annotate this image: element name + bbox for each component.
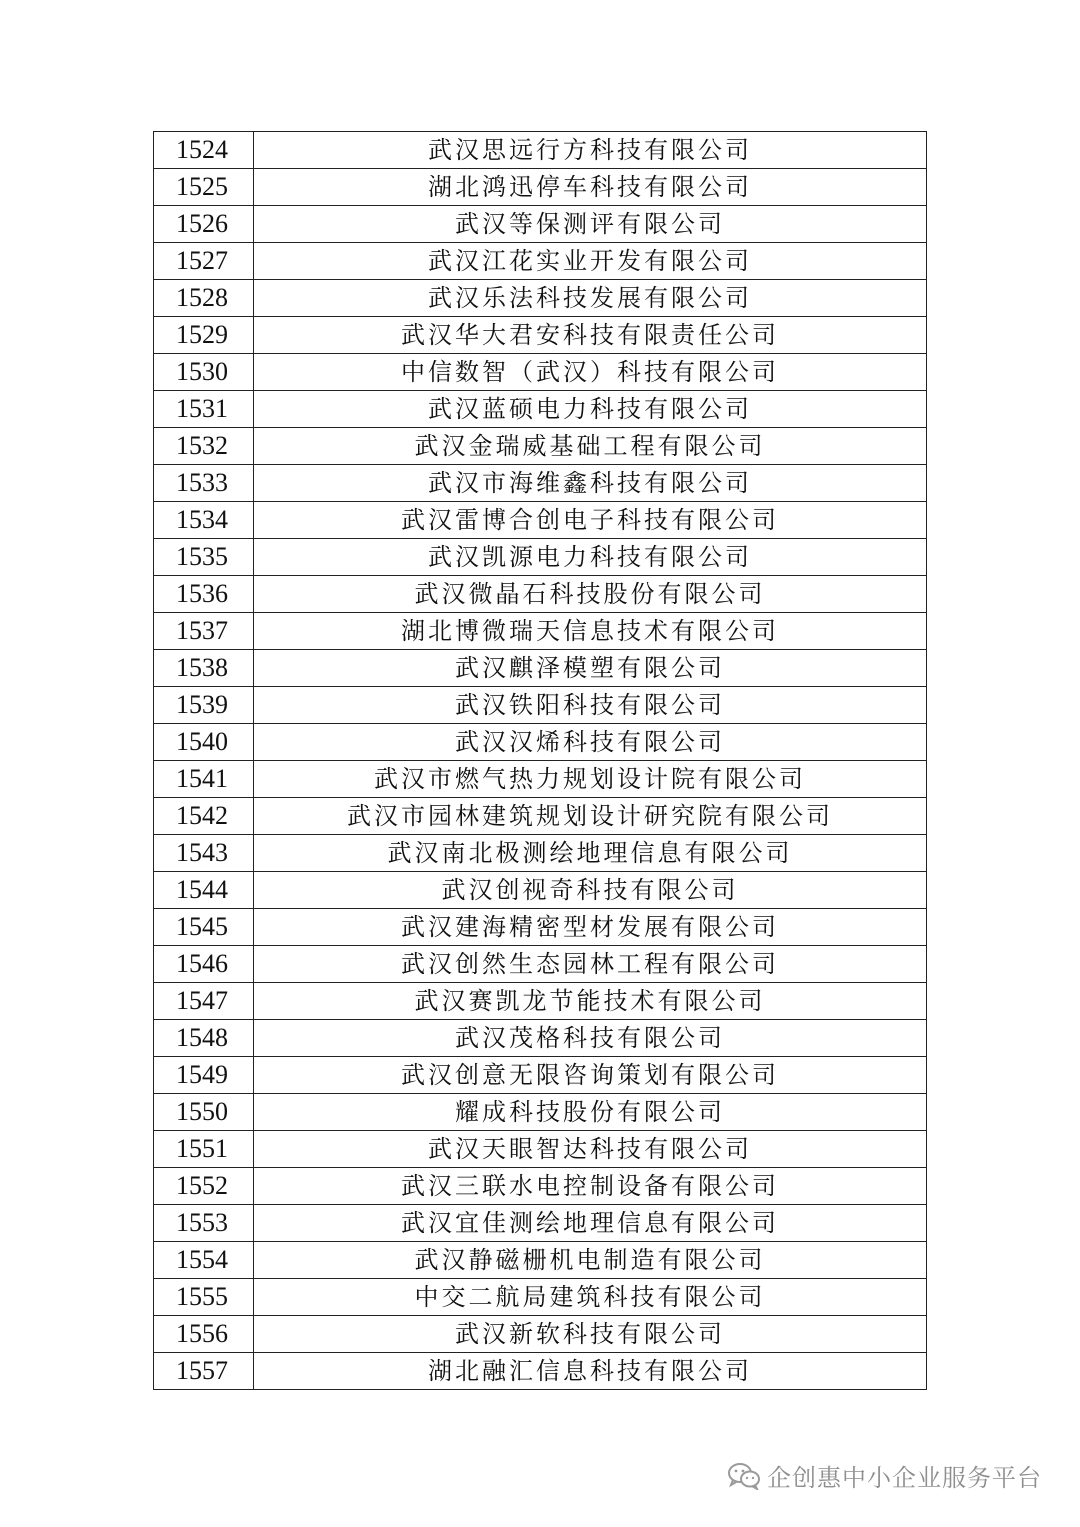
table-row — [154, 354, 927, 391]
company-name: 武汉乐法科技发展有限公司 — [254, 280, 927, 317]
row-number: 1534 — [154, 502, 254, 539]
row-number: 1542 — [154, 798, 254, 835]
row-number: 1556 — [154, 1316, 254, 1353]
table-row — [154, 724, 927, 761]
row-number: 1532 — [154, 428, 254, 465]
company-name: 武汉创意无限咨询策划有限公司 — [254, 1057, 927, 1094]
table-row — [154, 946, 927, 983]
row-number: 1552 — [154, 1168, 254, 1205]
table-row — [154, 132, 927, 169]
table-row — [154, 1020, 927, 1057]
company-name: 武汉凯源电力科技有限公司 — [254, 539, 927, 576]
row-number: 1525 — [154, 169, 254, 206]
company-name: 武汉市海维鑫科技有限公司 — [254, 465, 927, 502]
table-row — [154, 428, 927, 465]
row-number: 1548 — [154, 1020, 254, 1057]
table-row — [154, 1353, 927, 1390]
table-row — [154, 206, 927, 243]
company-name: 武汉创视奇科技有限公司 — [254, 872, 927, 909]
row-number: 1536 — [154, 576, 254, 613]
company-name: 武汉静磁栅机电制造有限公司 — [254, 1242, 927, 1279]
watermark-text: 企创惠中小企业服务平台 — [767, 1464, 1042, 1492]
row-number: 1543 — [154, 835, 254, 872]
table-row — [154, 539, 927, 576]
company-name: 耀成科技股份有限公司 — [254, 1094, 927, 1131]
company-name: 武汉思远行方科技有限公司 — [254, 132, 927, 169]
company-name: 武汉蓝硕电力科技有限公司 — [254, 391, 927, 428]
row-number: 1527 — [154, 243, 254, 280]
row-number: 1545 — [154, 909, 254, 946]
row-number: 1530 — [154, 354, 254, 391]
watermark — [727, 1458, 1042, 1493]
table-row — [154, 983, 927, 1020]
row-number: 1538 — [154, 650, 254, 687]
company-name: 武汉茂格科技有限公司 — [254, 1020, 927, 1057]
company-name: 武汉等保测评有限公司 — [254, 206, 927, 243]
row-number: 1550 — [154, 1094, 254, 1131]
table-row — [154, 650, 927, 687]
table-row — [154, 909, 927, 946]
table-row — [154, 576, 927, 613]
row-number: 1540 — [154, 724, 254, 761]
table-row — [154, 317, 927, 354]
row-number: 1537 — [154, 613, 254, 650]
row-number: 1533 — [154, 465, 254, 502]
company-name: 武汉麒泽模塑有限公司 — [254, 650, 927, 687]
row-number: 1546 — [154, 946, 254, 983]
company-name: 武汉宜佳测绘地理信息有限公司 — [254, 1205, 927, 1242]
table-row — [154, 169, 927, 206]
row-number: 1553 — [154, 1205, 254, 1242]
row-number: 1541 — [154, 761, 254, 798]
row-number: 1529 — [154, 317, 254, 354]
company-name: 武汉天眼智达科技有限公司 — [254, 1131, 927, 1168]
row-number: 1551 — [154, 1131, 254, 1168]
table-row — [154, 502, 927, 539]
company-name: 中信数智（武汉）科技有限公司 — [254, 354, 927, 391]
company-name: 武汉南北极测绘地理信息有限公司 — [254, 835, 927, 872]
row-number: 1549 — [154, 1057, 254, 1094]
company-name: 湖北融汇信息科技有限公司 — [254, 1353, 927, 1390]
table-row — [154, 1316, 927, 1353]
table-row — [154, 872, 927, 909]
company-name: 武汉江花实业开发有限公司 — [254, 243, 927, 280]
company-name: 武汉创然生态园林工程有限公司 — [254, 946, 927, 983]
table-row — [154, 687, 927, 724]
table-row — [154, 761, 927, 798]
company-name: 武汉新软科技有限公司 — [254, 1316, 927, 1353]
row-number: 1528 — [154, 280, 254, 317]
table-row — [154, 1242, 927, 1279]
row-number: 1554 — [154, 1242, 254, 1279]
company-name: 武汉市燃气热力规划设计院有限公司 — [254, 761, 927, 798]
company-name: 武汉建海精密型材发展有限公司 — [254, 909, 927, 946]
company-name: 武汉金瑞威基础工程有限公司 — [254, 428, 927, 465]
wechat-icon — [727, 1462, 761, 1490]
row-number: 1535 — [154, 539, 254, 576]
table-row — [154, 465, 927, 502]
company-list-table — [153, 131, 927, 1390]
company-name: 武汉铁阳科技有限公司 — [254, 687, 927, 724]
row-number: 1544 — [154, 872, 254, 909]
row-number: 1547 — [154, 983, 254, 1020]
table-row — [154, 835, 927, 872]
table-row — [154, 391, 927, 428]
company-name: 武汉赛凯龙节能技术有限公司 — [254, 983, 927, 1020]
row-number: 1524 — [154, 132, 254, 169]
table-row — [154, 1131, 927, 1168]
row-number: 1557 — [154, 1353, 254, 1390]
company-name: 武汉汉烯科技有限公司 — [254, 724, 927, 761]
row-number: 1526 — [154, 206, 254, 243]
company-name: 武汉华大君安科技有限责任公司 — [254, 317, 927, 354]
company-name: 武汉三联水电控制设备有限公司 — [254, 1168, 927, 1205]
table-row — [154, 1279, 927, 1316]
company-name: 武汉雷博合创电子科技有限公司 — [254, 502, 927, 539]
table-row — [154, 1057, 927, 1094]
company-name: 湖北鸿迅停车科技有限公司 — [254, 169, 927, 206]
table-row — [154, 1168, 927, 1205]
company-name: 武汉微晶石科技股份有限公司 — [254, 576, 927, 613]
table-row — [154, 280, 927, 317]
table-body — [154, 132, 927, 1390]
row-number: 1555 — [154, 1279, 254, 1316]
table-row — [154, 1205, 927, 1242]
company-name: 湖北博微瑞天信息技术有限公司 — [254, 613, 927, 650]
table-row — [154, 798, 927, 835]
row-number: 1539 — [154, 687, 254, 724]
company-name: 武汉市园林建筑规划设计研究院有限公司 — [254, 798, 927, 835]
table-row — [154, 613, 927, 650]
company-name: 中交二航局建筑科技有限公司 — [254, 1279, 927, 1316]
table-row — [154, 1094, 927, 1131]
table-row — [154, 243, 927, 280]
row-number: 1531 — [154, 391, 254, 428]
